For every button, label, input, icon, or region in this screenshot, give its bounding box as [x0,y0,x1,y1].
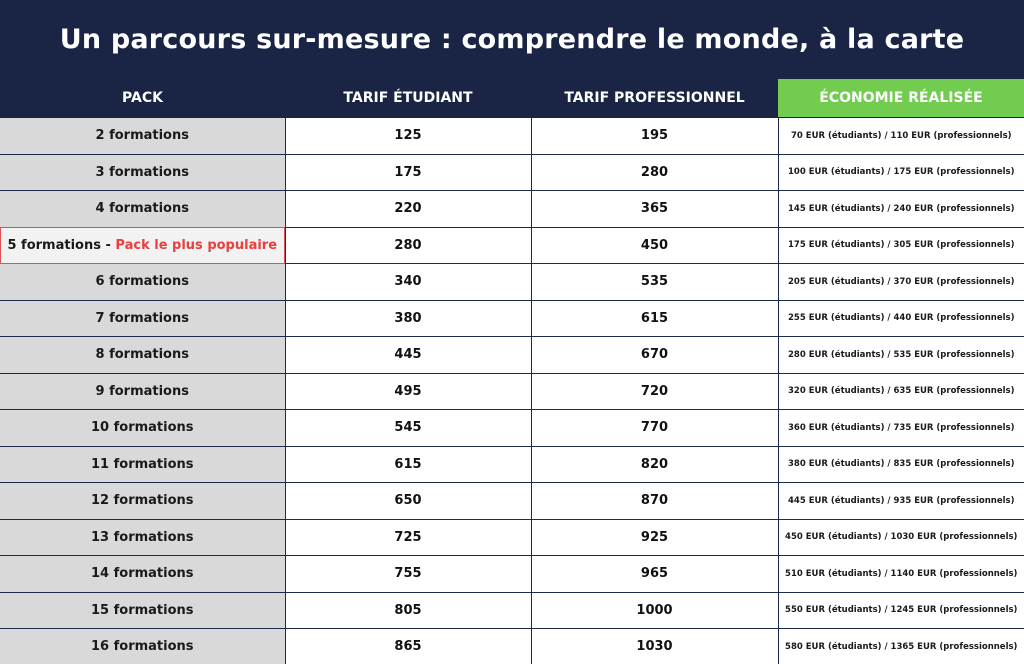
pack-cell: 6 formations [0,264,285,301]
savings-cell: 100 EUR (étudiants) / 175 EUR (professionnels) [778,154,1024,191]
header-student-price: TARIF ÉTUDIANT [285,79,531,118]
pack-cell: 13 formations [0,519,285,556]
savings-cell: 145 EUR (étudiants) / 240 EUR (professionnels) [778,191,1024,228]
student-price-cell: 175 [285,154,531,191]
savings-cell: 175 EUR (étudiants) / 305 EUR (professionnels) [778,227,1024,264]
savings-cell: 205 EUR (étudiants) / 370 EUR (professionnels) [778,264,1024,301]
student-price-cell: 445 [285,337,531,374]
table-row [0,410,1024,447]
student-price-cell: 495 [285,373,531,410]
professional-price-cell: 615 [531,300,778,337]
professional-price-cell: 1030 [531,629,778,664]
savings-cell: 450 EUR (étudiants) / 1030 EUR (professionnels) [778,519,1024,556]
student-price-cell: 615 [285,446,531,483]
table-row [0,300,1024,337]
savings-cell: 320 EUR (étudiants) / 635 EUR (professionnels) [778,373,1024,410]
table-row [0,373,1024,410]
pack-cell: 4 formations [0,191,285,228]
table-row [0,118,1024,155]
pack-cell: 14 formations [0,556,285,593]
pack-cell: 2 formations [0,118,285,155]
student-price-cell: 725 [285,519,531,556]
table-row [0,446,1024,483]
savings-cell: 550 EUR (étudiants) / 1245 EUR (professionnels) [778,592,1024,629]
table-row [0,592,1024,629]
table-row [0,556,1024,593]
pack-cell: 3 formations [0,154,285,191]
title-banner [0,0,1024,79]
table-row [0,483,1024,520]
student-price-cell: 755 [285,556,531,593]
pricing-table [0,79,1024,664]
professional-price-cell: 450 [531,227,778,264]
pack-cell: 9 formations [0,373,285,410]
student-price-cell: 545 [285,410,531,447]
professional-price-cell: 720 [531,373,778,410]
student-price-cell: 650 [285,483,531,520]
savings-cell: 255 EUR (étudiants) / 440 EUR (professionnels) [778,300,1024,337]
professional-price-cell: 965 [531,556,778,593]
table-row [0,629,1024,664]
student-price-cell: 805 [285,592,531,629]
professional-price-cell: 770 [531,410,778,447]
table-row [0,264,1024,301]
pack-cell: 16 formations [0,629,285,664]
pack-label: 5 formations - [7,237,116,253]
professional-price-cell: 925 [531,519,778,556]
professional-price-cell: 870 [531,483,778,520]
professional-price-cell: 195 [531,118,778,155]
page-title: Un parcours sur-mesure : comprendre le monde, à la carte [59,24,965,55]
savings-cell: 510 EUR (étudiants) / 1140 EUR (professionnels) [778,556,1024,593]
header-savings: ÉCONOMIE RÉALISÉE [778,79,1024,118]
professional-price-cell: 820 [531,446,778,483]
pack-cell: 12 formations [0,483,285,520]
pack-cell: 15 formations [0,592,285,629]
table-row-popular [0,227,1024,264]
professional-price-cell: 280 [531,154,778,191]
table-row [0,154,1024,191]
table-row [0,519,1024,556]
popular-badge: Pack le plus populaire [115,237,278,253]
pack-cell: 11 formations [0,446,285,483]
savings-cell: 445 EUR (étudiants) / 935 EUR (professionnels) [778,483,1024,520]
student-price-cell: 280 [285,227,531,264]
pack-cell: 8 formations [0,337,285,374]
header-professional-price: TARIF PROFESSIONNEL [531,79,778,118]
student-price-cell: 380 [285,300,531,337]
student-price-cell: 865 [285,629,531,664]
table-row [0,337,1024,374]
student-price-cell: 125 [285,118,531,155]
table-header-row [0,79,1024,118]
student-price-cell: 340 [285,264,531,301]
professional-price-cell: 535 [531,264,778,301]
pack-cell: 10 formations [0,410,285,447]
pack-cell-popular [0,227,285,264]
student-price-cell: 220 [285,191,531,228]
professional-price-cell: 365 [531,191,778,228]
professional-price-cell: 670 [531,337,778,374]
savings-cell: 360 EUR (étudiants) / 735 EUR (professionnels) [778,410,1024,447]
savings-cell: 280 EUR (étudiants) / 535 EUR (professionnels) [778,337,1024,374]
table-row [0,191,1024,228]
savings-cell: 380 EUR (étudiants) / 835 EUR (professionnels) [778,446,1024,483]
professional-price-cell: 1000 [531,592,778,629]
pack-cell: 7 formations [0,300,285,337]
header-pack: PACK [0,79,285,118]
savings-cell: 580 EUR (étudiants) / 1365 EUR (professionnels) [778,629,1024,664]
savings-cell: 70 EUR (étudiants) / 110 EUR (professionnels) [778,118,1024,155]
